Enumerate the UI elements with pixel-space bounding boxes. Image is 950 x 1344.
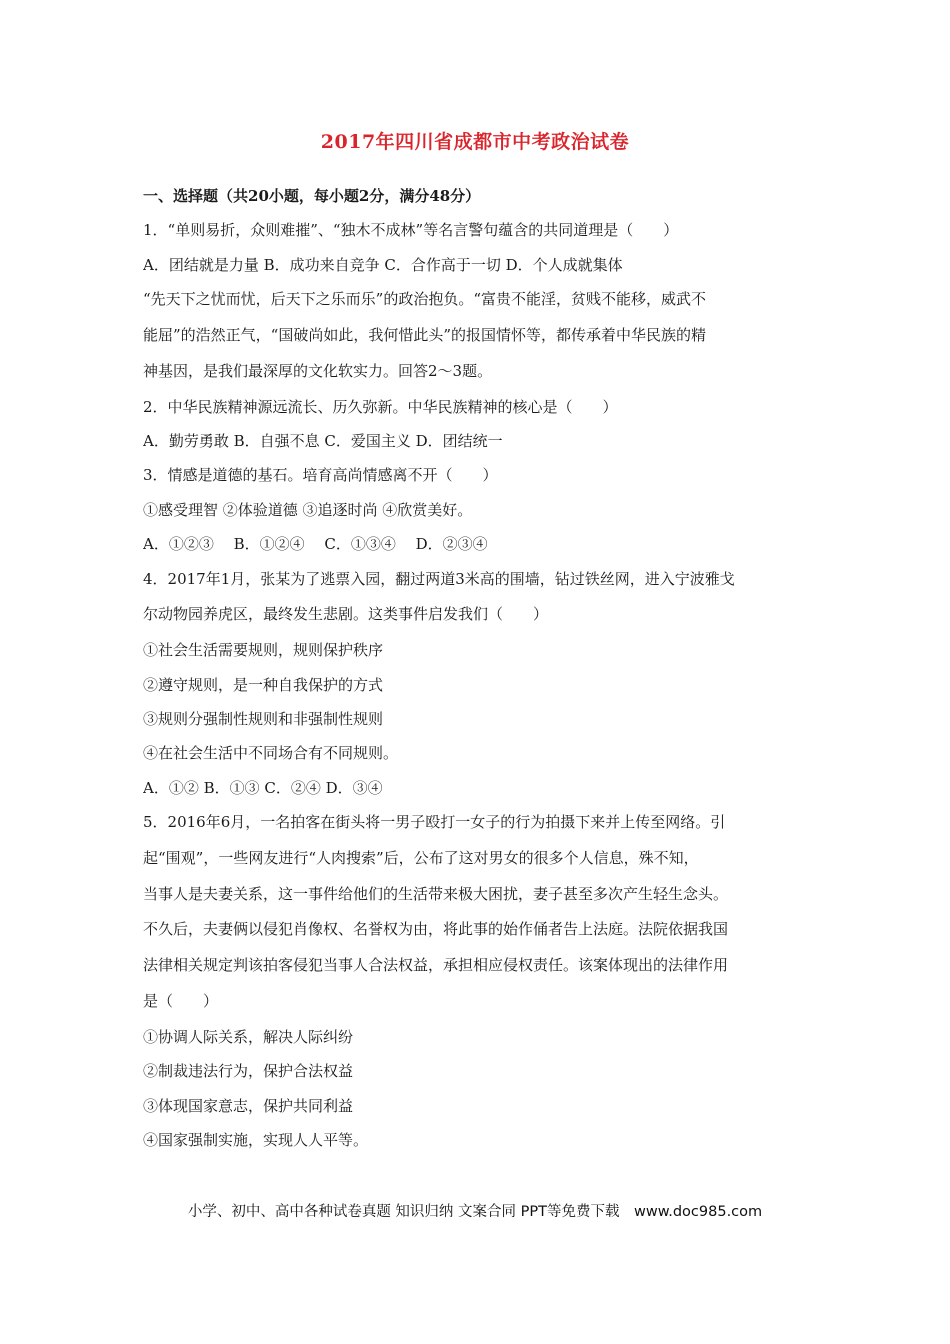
question-4-stem: 4．2017年1月，张某为了逃票入园，翻过两道3米高的围墙，钻过铁丝网，进入宁波雅戈: [143, 569, 735, 588]
question-1-stem: 1．“单则易折，众则难摧”、“独木不成林”等名言警句蕴含的共同道理是（ ）: [143, 221, 679, 240]
page-footer: 小学、初中、高中各种试卷真题 知识归纳 文案合同 PPT等免费下载 www.doc985.com: [187, 1204, 763, 1220]
section-heading: 一、选择题（共20小题，每小题2分，满分48分）: [143, 187, 481, 205]
question-5-stem: 起“围观”，一些网友进行“人肉搜索”后，公布了这对男女的很多个人信息，殊不知，: [143, 848, 699, 867]
question-4-options: A．①② B．①③ C．②④ D．③④: [143, 778, 383, 797]
exam-title: 2017年四川省成都市中考政治试卷: [320, 131, 630, 153]
question-5-item: ①协调人际关系，解决人际纠纷: [143, 1027, 354, 1046]
passage-line: 能屈”的浩然正气，“国破尚如此，我何惜此头”的报国情怀等，都传承着中华民族的精: [143, 325, 707, 344]
question-4-stem: 尔动物园养虎区，最终发生悲剧。这类事件启发我们（ ）: [143, 605, 549, 624]
question-2-options: A．勤劳勇敢 B．自强不息 C．爱国主义 D．团结统一: [143, 431, 503, 450]
question-1-options: A．团结就是力量 B．成功来自竞争 C．合作高于一切 D．个人成就集体: [143, 255, 623, 274]
question-5-stem: 法律相关规定判该拍客侵犯当事人合法权益，承担相应侵权责任。该案体现出的法律作用: [143, 956, 729, 975]
question-2-stem: 2．中华民族精神源远流长、历久弥新。中华民族精神的核心是（ ）: [143, 397, 618, 416]
question-3-stem: 3．情感是道德的基石。培育高尚情感离不开（ ）: [143, 466, 498, 485]
question-5-stem: 5．2016年6月，一名拍客在街头将一男子殴打一女子的行为拍摄下来并上传至网络。引: [143, 813, 726, 832]
question-4-item: ①社会生活需要规则，规则保护秩序: [143, 641, 384, 660]
question-5-stem: 当事人是夫妻关系，这一事件给他们的生活带来极大困扰，妻子甚至多次产生轻生念头。: [143, 884, 729, 903]
question-5-stem: 不久后，夫妻俩以侵犯肖像权、名誉权为由，将此事的始作俑者告上法庭。法院依据我国: [143, 920, 729, 939]
question-3-options: A．①②③ B．①②④ C．①③④ D．②③④: [143, 535, 488, 554]
question-4-item: ②遵守规则，是一种自我保护的方式: [143, 675, 384, 694]
question-3-items: ①感受理智 ②体验道德 ③追逐时尚 ④欣赏美好。: [143, 500, 473, 519]
passage-line: 神基因，是我们最深厚的文化软实力。回答2～3题。: [143, 361, 493, 380]
question-5-item: ②制裁违法行为，保护合法权益: [143, 1062, 354, 1081]
question-5-item: ③体现国家意志，保护共同利益: [143, 1096, 354, 1115]
question-5-item: ④国家强制实施，实现人人平等。: [143, 1131, 369, 1150]
passage-line: “先天下之忧而忧，后天下之乐而乐”的政治抱负。“富贵不能淫，贫贱不能移，威武不: [143, 290, 707, 309]
question-4-item: ④在社会生活中不同场合有不同规则。: [143, 744, 399, 763]
question-4-item: ③规则分强制性规则和非强制性规则: [143, 709, 384, 728]
question-5-stem: 是（ ）: [143, 992, 219, 1011]
exam-body: [143, 179, 815, 1157]
